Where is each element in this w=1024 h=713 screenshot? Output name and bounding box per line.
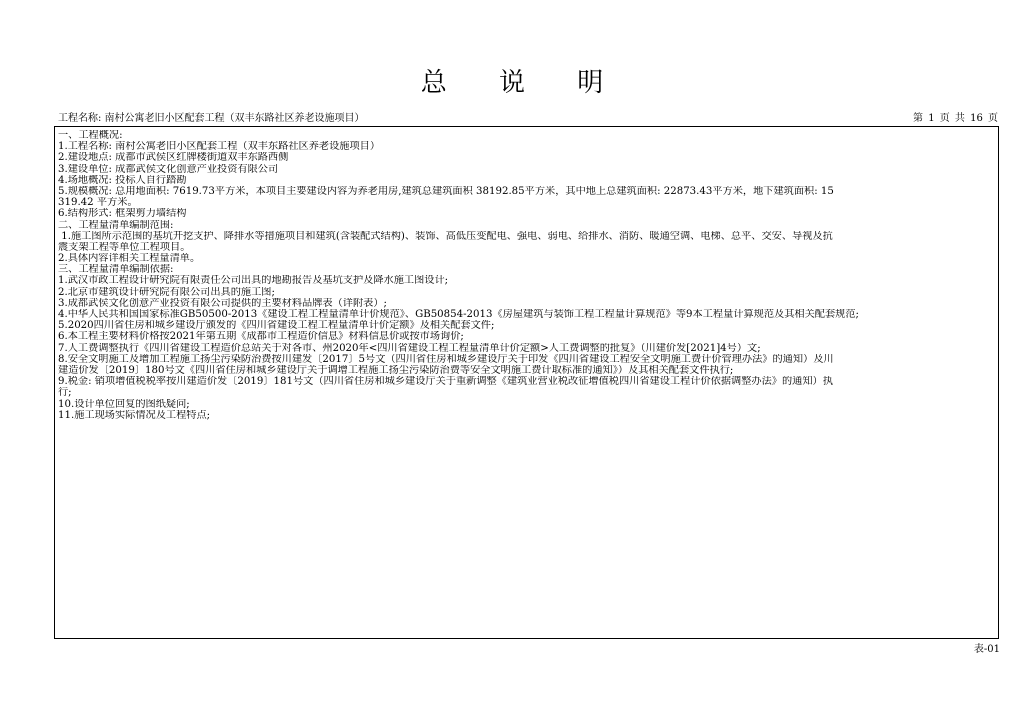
description-line: 一、工程概况: bbox=[58, 130, 123, 141]
description-line: 三、工程量清单编制依据: bbox=[58, 264, 174, 276]
description-line: 4.场地概况: 投标人自行踏勘 bbox=[58, 174, 187, 186]
page-info: 第 1 页 共 16 页 bbox=[913, 113, 998, 124]
description-line: 7.人工费调整执行《四川省建设工程造价总站关于对各市、州2020年<四川省建设工程工程量清单计价定额>人工费调整的批复》（川建价发[2021]4号）文; bbox=[58, 342, 761, 354]
description-line: 3.建设单位: 成都武侯文化创意产业投资有限公司 bbox=[58, 163, 279, 175]
description-line: 5.2020四川省住房和城乡建设厅颁发的《四川省建设工程工程量清单计价定额》及相关配套文件; bbox=[58, 320, 495, 332]
description-line: 2.北京市建筑设计研究院有限公司出具的施工图; bbox=[58, 286, 275, 298]
description-line: 1.武汉市政工程设计研究院有限责任公司出具的地勘报告及基坑支护及降水施工图设计; bbox=[58, 275, 449, 287]
description-body bbox=[58, 130, 994, 421]
description-line: 建造价发〔2019〕180号文《四川省住房和城乡建设厅关于调增工程施工扬尘污染防治费等安全文明施工费计取标准的通知》）及其相关配套文件执行; bbox=[58, 364, 734, 376]
header-row bbox=[58, 113, 1000, 125]
project-name: 工程名称: 南村公寓老旧小区配套工程（双丰东路社区养老设施项目） bbox=[58, 113, 365, 124]
description-line: 10.设计单位回复的图纸疑问; bbox=[58, 398, 190, 410]
description-line: 震支架工程等单位工程项目。 bbox=[58, 241, 191, 253]
description-line: 2.具体内容详相关工程量清单。 bbox=[58, 253, 201, 265]
content-frame bbox=[54, 126, 999, 639]
description-line: 6.本工程主要材料价格按2021年第五期《成都市工程造价信息》材料信息价或按市场询价; bbox=[58, 331, 464, 343]
description-line: 3.成都武侯文化创意产业投资有限公司提供的主要材料品牌表（详附表）; bbox=[58, 297, 387, 309]
description-line: 11.施工现场实际情况及工程特点; bbox=[58, 409, 211, 421]
description-line: 行; bbox=[58, 387, 72, 399]
description-line: 二、工程量清单编制范围: bbox=[58, 219, 174, 231]
description-line: 1.施工图所示范围的基坑开挖支护、降排水等措施项目和建筑(含装配式结构)、装饰、高低压变配电、强电、弱电、给排水、消防、暖通空调、电梯、总平、交安、导视及抗 bbox=[58, 230, 833, 242]
document-title: 总 说 明 bbox=[420, 68, 626, 98]
description-line: 1.工程名称: 南村公寓老旧小区配套工程（双丰东路社区养老设施项目） bbox=[58, 141, 381, 153]
description-line: 4.中华人民共和国国家标准GB50500-2013《建设工程工程量清单计价规范》、GB50854-2013《房屋建筑与装饰工程工程量计算规范》等9本工程量计算规范及其相关配套规范; bbox=[58, 309, 859, 320]
description-line: 8.安全文明施工及增加工程施工扬尘污染防治费按川建发〔2017〕5号文（四川省住房和城乡建设厅关于印发《四川省建设工程安全文明施工费计价管理办法》的通知）及川 bbox=[58, 353, 834, 365]
description-line: 9.税金: 销项增值税税率按川建造价发〔2019〕181号文（四川省住房和城乡建设厅关于重新调整《建筑业营业税改征增值税四川省建设工程计价依据调整办法》的通知）执 bbox=[58, 376, 833, 388]
description-line: 5.规模概况: 总用地面积: 7619.73平方米，本项目主要建设内容为养老用房,建筑总建筑面积 38192.85平方米，其中地上总建筑面积: 22873.43平方米，地下建筑面积: 15 bbox=[58, 185, 834, 197]
table-number: 表-01 bbox=[973, 644, 1000, 655]
description-line: 6.结构形式: 框架剪力墙结构 bbox=[58, 208, 187, 220]
description-line: 2.建设地点: 成都市武侯区红牌楼街道双丰东路西侧 bbox=[58, 152, 289, 164]
description-line: 319.42 平方米。 bbox=[58, 197, 138, 209]
